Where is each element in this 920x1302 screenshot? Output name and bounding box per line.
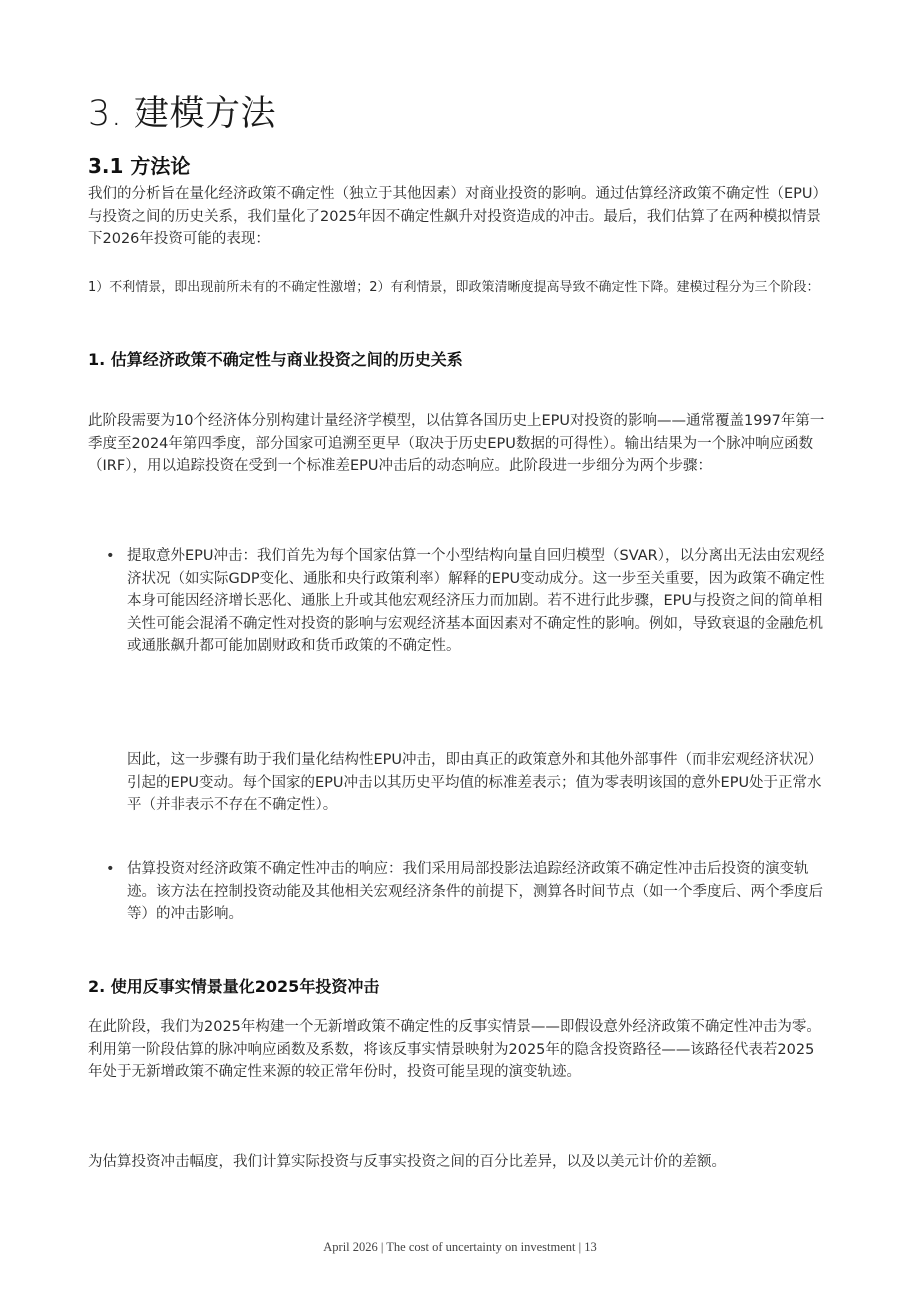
stage1-body: 此阶段需要为10个经济体分别构建计量经济学模型，以估算各国历史上EPU对投资的影响——通常覆盖1997年第一季度至2024年第四季度，部分国家可追溯至更早（取决于历史EPU数据的可得性）。输出结果为一个脉冲响应函数（IRF），用以追踪投资在受到一个标准差EPU冲击后的动态响应。此阶段进一步细分为两个步骤： <box>88 413 825 474</box>
stage1-heading: 1. 估算经济政策不确定性与商业投资之间的历史关系 <box>88 350 463 369</box>
stage2-body: 在此阶段，我们为2025年构建一个无新增政策不确定性的反事实情景——即假设意外经济政策不确定性冲击为零。利用第一阶段估算的脉冲响应函数及系数，将该反事实情景映射为2025年的隐含投资路径——该路径代表若2025年处于无新增政策不确定性来源的较正常年份时，投资可能呈现的演变轨迹。 <box>88 1019 821 1080</box>
stage2-heading: 2. 使用反事实情景量化2025年投资冲击 <box>88 977 380 996</box>
scenarios-paragraph: 1）不利情景，即出现前所未有的不确定性激增；2）有利情景，即政策清晰度提高导致不确定性下降。建模过程分为三个阶段： <box>88 280 820 295</box>
section-intro: 我们的分析旨在量化经济政策不确定性（独立于其他因素）对商业投资的影响。通过估算经济政策不确定性（EPU）与投资之间的历史关系，我们量化了2025年因不确定性飙升对投资造成的冲击。最后，我们估算了在两种模拟情景下2026年投资可能的表现： <box>88 186 828 247</box>
page-footer: April 2026 | The cost of uncertainty on investment | 13 <box>323 1240 597 1254</box>
bullet2-text: 估算投资对经济政策不确定性冲击的响应：我们采用局部投影法追踪经济政策不确定性冲击后投资的演变轨迹。该方法在控制投资动能及其他相关宏观经济条件的前提下，测算各时间节点（如一个季度后、两个季度后等）的冲击影响。 <box>127 861 823 922</box>
bullet-dot-icon: • <box>106 861 115 877</box>
section-title: 3.1 方法论 <box>88 154 191 178</box>
chapter-title: 3. 建模方法 <box>88 94 277 134</box>
bullet1-text: 提取意外EPU冲击：我们首先为每个国家估算一个小型结构向量自回归模型（SVAR），以分离出无法由宏观经济状况（如实际GDP变化、通胀和央行政策利率）解释的EPU变动成分。这一步至关重要，因为政策不确定性本身可能因经济增长恶化、通胀上升或其他宏观经济压力而加剧。若不进行此步骤，EPU与投资之间的简单相关性可能会混淆不确定性对投资的影响与宏观经济基本面因素对不确定性的影响。例如，导致衰退的金融危机或通胀飙升都可能加剧财政和货币政策的不确定性。 <box>127 548 825 654</box>
stage2-body-2: 为估算投资冲击幅度，我们计算实际投资与反事实投资之间的百分比差异，以及以美元计价的差额。 <box>88 1154 726 1170</box>
bullet-dot-icon: • <box>106 548 115 564</box>
bullet1-continuation: 因此，这一步骤有助于我们量化结构性EPU冲击，即由真正的政策意外和其他外部事件（而非宏观经济状况）引起的EPU变动。每个国家的EPU冲击以其历史平均值的标准差表示；值为零表明该国的意外EPU处于正常水平（并非表示不存在不确定性）。 <box>127 752 823 813</box>
